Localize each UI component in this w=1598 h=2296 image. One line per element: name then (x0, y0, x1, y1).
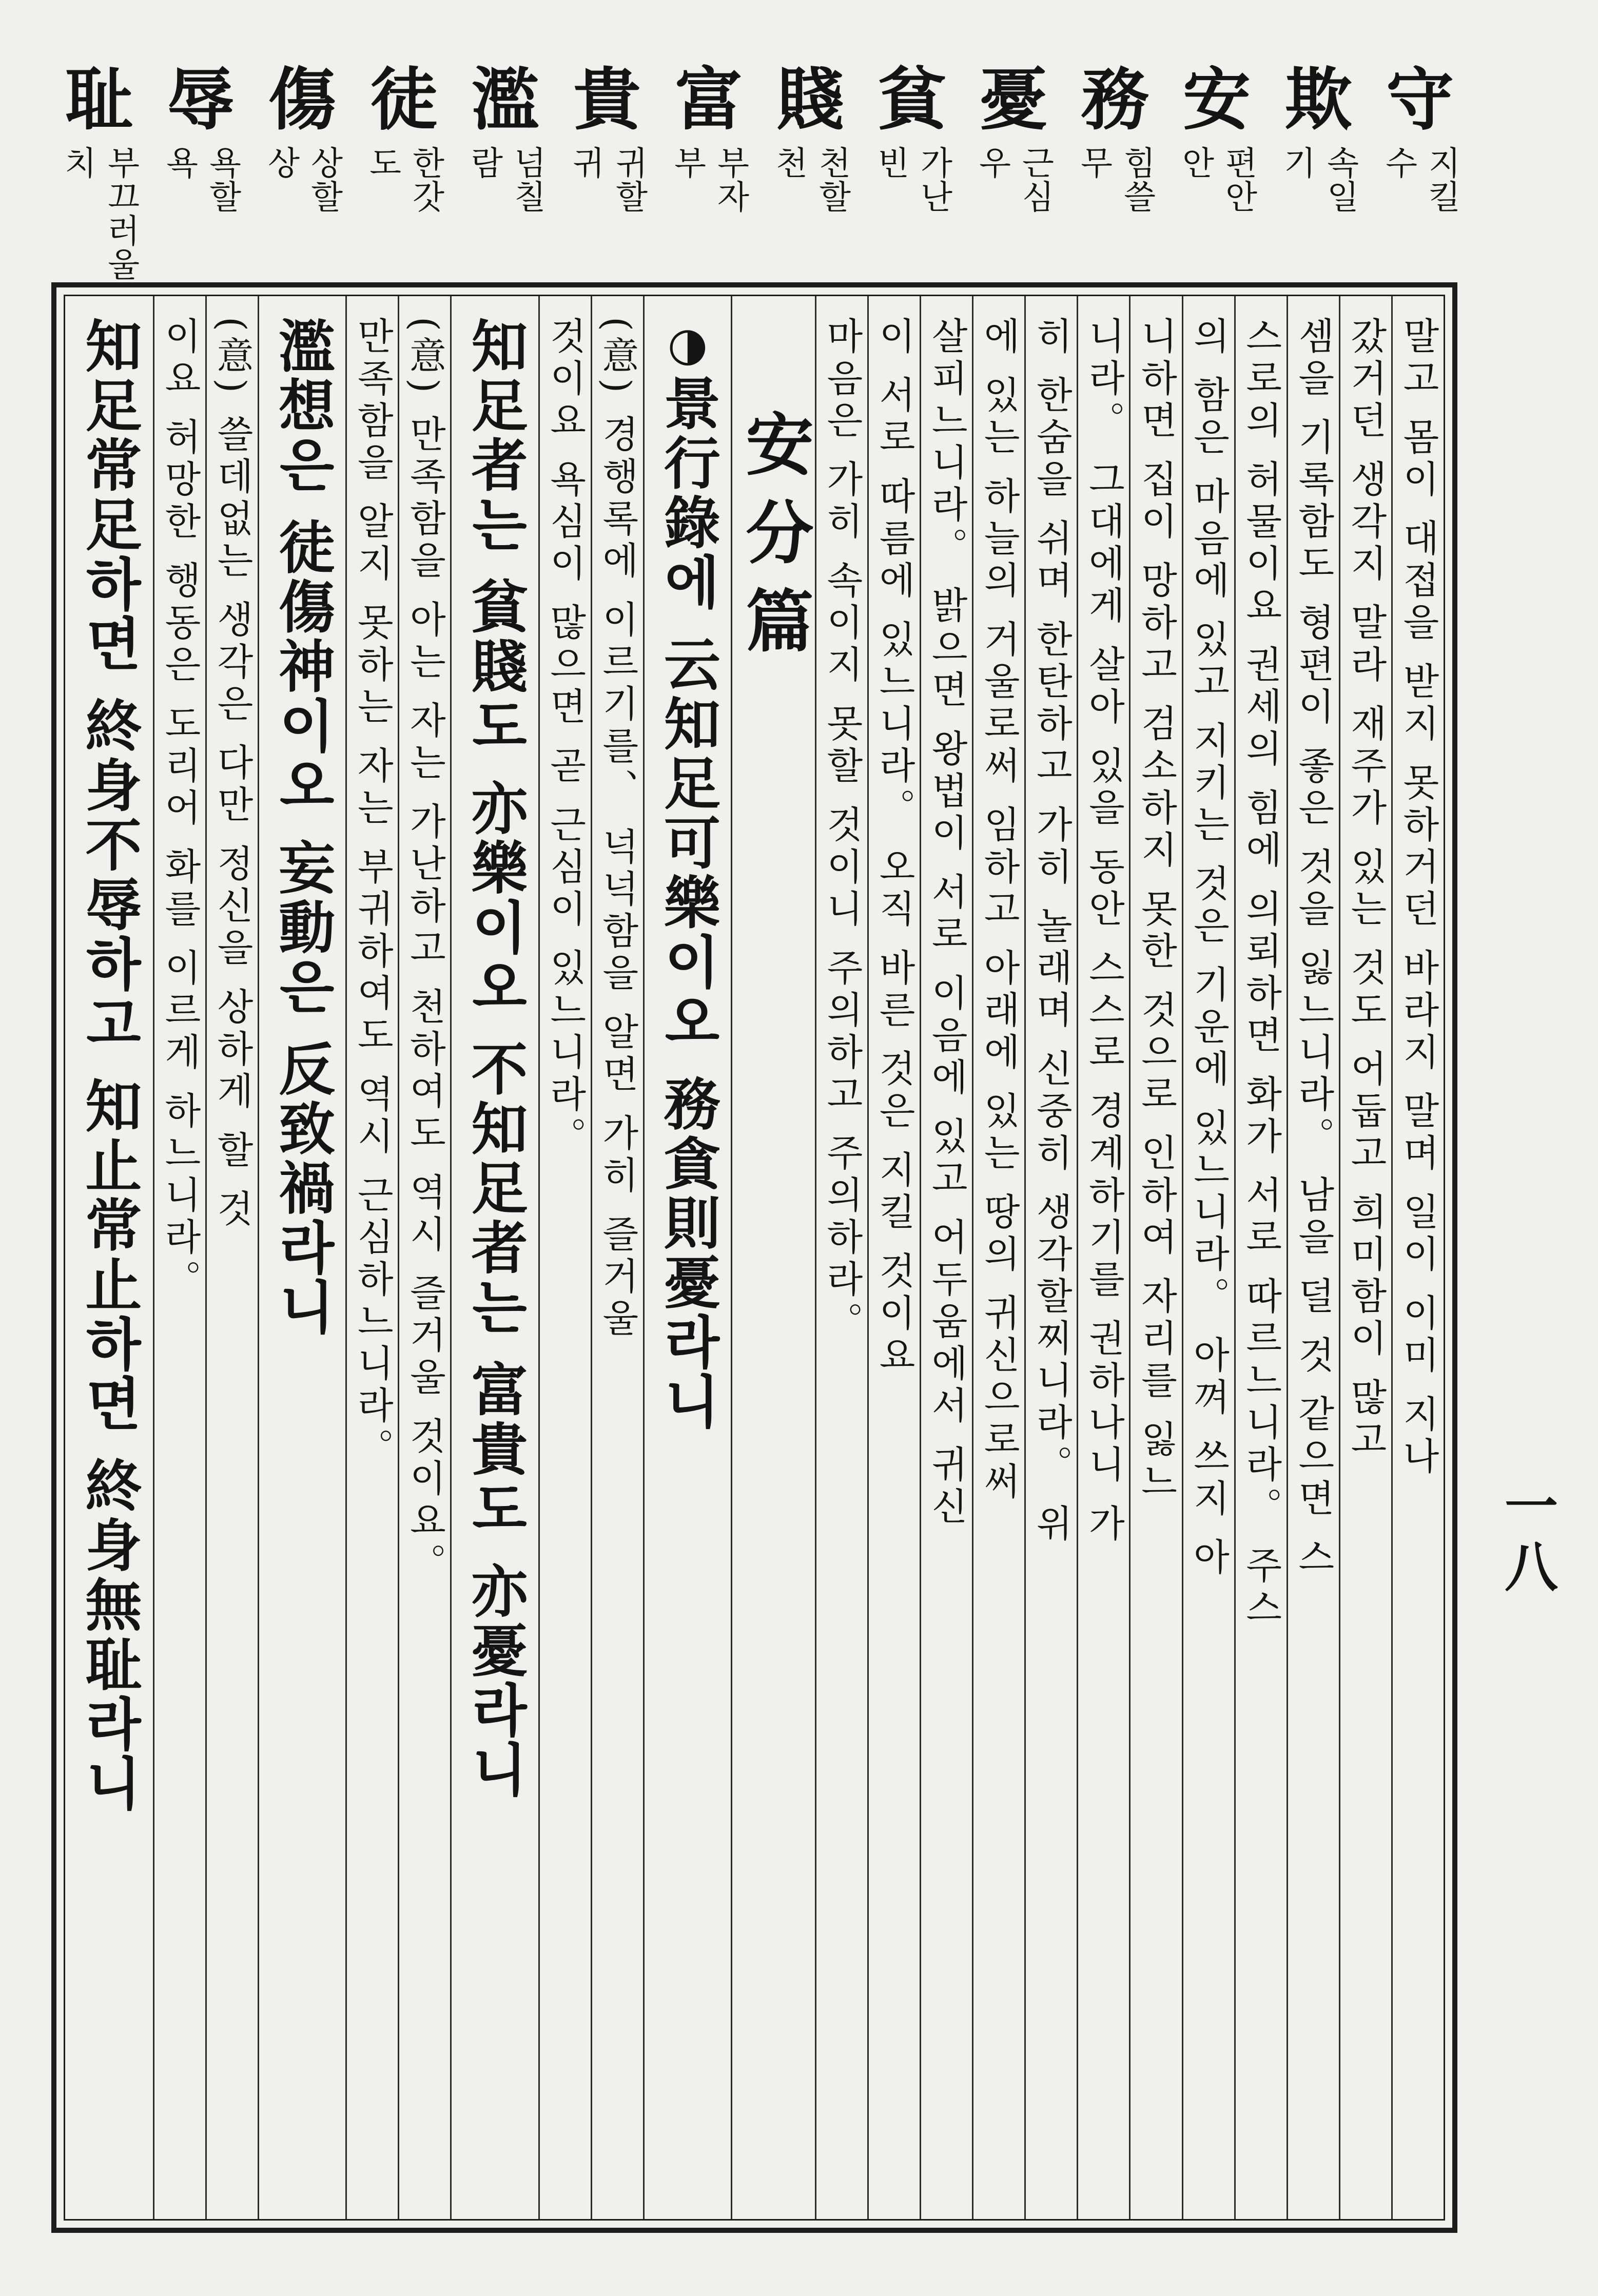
vocab-reading (1177, 146, 1257, 214)
vocab-reading-part: 치 (59, 146, 96, 180)
column-line: 말고 몸이 대접을 받지 못하거던 바라지 말며 일이 이미 지나 (1396, 317, 1440, 1479)
column-text (264, 317, 341, 1338)
vocab-reading (465, 146, 545, 214)
column-line: 이요 허망한 행동은 도리어 화를 이르게 하느니라。 (158, 317, 202, 1302)
column-line: (意) 만족함을 아는 자는 가난하고 천하여도 역시 즐거울 것이요。 (403, 317, 446, 1586)
korean-text-column (1234, 296, 1287, 2219)
vocab-item (51, 60, 147, 281)
hanja-quote-column (643, 296, 731, 2219)
vocab-reading-part: 욕 (160, 146, 198, 180)
column-line: 이 서로 따름에 있느니라。 오직 바른 것은 지킬 것이요 (872, 317, 916, 1378)
korean-text-column (398, 296, 450, 2219)
column-text (151, 317, 208, 1302)
vocab-item (153, 62, 248, 277)
vocab-item (966, 62, 1061, 277)
korean-text-column (1287, 296, 1339, 2219)
vocab-reading-part: 도 (363, 146, 401, 180)
column-text (1233, 317, 1289, 1630)
column-line: 知足者는 貧賤도 亦樂이오 不知足者는 富貴도 亦憂라니 (462, 317, 529, 1800)
vocab-reading-part: 힘쓸 (1118, 146, 1156, 214)
vocab-reading (973, 146, 1054, 214)
text-frame (51, 282, 1457, 2233)
vocab-reading-part: 부끄러울 (102, 146, 140, 281)
vocab-hanja: 辱 (167, 60, 235, 140)
vocab-reading-part: 수 (1379, 146, 1417, 180)
korean-text-column (538, 296, 591, 2219)
column-text (1128, 317, 1184, 1504)
korean-text-column (972, 296, 1024, 2219)
korean-text-column (920, 296, 972, 2219)
vocab-hanja: 欺 (1284, 60, 1352, 140)
vocab-item (864, 62, 960, 277)
column-line: 만족함을 알지 못하는 자는 부귀하여도 역시 근심하느니라。 (350, 317, 394, 1471)
column-line: 安分篇 (734, 409, 814, 674)
vocab-item (1372, 62, 1468, 277)
column-text (344, 317, 401, 1470)
column-line: 니라。 그대에게 살아 있을 동안 스스로 경계하기를 권하나니 가 (1082, 317, 1125, 1547)
hanja-quote-column (258, 296, 345, 2219)
korean-text-column (815, 296, 867, 2219)
vocab-reading-part: 무 (1075, 146, 1113, 180)
column-text (589, 317, 646, 1341)
column-text (70, 317, 147, 1814)
korean-text-column (1391, 296, 1444, 2219)
vocab-item (1271, 62, 1366, 277)
vocab-item (763, 62, 858, 277)
vocab-reading-part: 한갓 (406, 146, 444, 214)
column-line: (意) 쓸데없는 생각은 다만 정신을 상하게 할 것 (210, 317, 254, 1232)
vocab-reading (567, 146, 647, 214)
vocab-reading-part: 상 (262, 146, 300, 180)
column-text (457, 317, 534, 1800)
vocab-reading (364, 146, 444, 214)
vocab-item (1169, 62, 1264, 277)
vocab-item (356, 62, 452, 277)
vocab-reading-part: 천 (770, 146, 808, 180)
column-line: 知足常足하면 終身不辱하고 知止常止하면 終身無耻라니 (76, 317, 143, 1814)
vocab-reading (770, 146, 850, 214)
column-text (204, 317, 260, 1231)
column-line: 景行錄에 云知足可樂이오 務貪則憂라니 (654, 374, 721, 1432)
vocab-reading (1075, 146, 1155, 214)
column-line: 갔거던 생각지 말라 재주가 있는 것도 어둡고 희미함이 많고 (1344, 317, 1388, 1462)
column-container (64, 295, 1445, 2221)
column-text (397, 317, 453, 1585)
column-line: 니하면 집이 망하고 검소하지 못한 것으로 인하여 자리를 잃느 (1134, 317, 1178, 1504)
vocab-hanja: 守 (1386, 60, 1454, 140)
vocab-reading-part: 넘칠 (508, 146, 546, 214)
korean-text-column (1024, 296, 1077, 2219)
korean-text-column (1077, 296, 1129, 2219)
column-line: 에 있는 하늘의 거울로써 임하고 아래에 있는 땅의 귀신으로써 (977, 317, 1021, 1504)
chapter-title-column (731, 296, 815, 2219)
vocab-reading-part: 귀 (567, 146, 605, 180)
column-line: 셈을 기록함도 형편이 좋은 것을 잃느니라。 남을 덜 것 같으면 스 (1292, 317, 1335, 1580)
column-line: 의 함은 마음에 있고 지키는 것은 기운에 있느니라。 아껴 쓰지 아 (1187, 317, 1231, 1580)
column-text (919, 317, 975, 1529)
column-line: (意) 경행록에 이르기를、 넉넉함을 알면 가히 즐거울 (596, 317, 639, 1341)
korean-text-column (153, 296, 205, 2219)
column-text (1337, 317, 1394, 1462)
vocab-reading-part: 람 (465, 146, 503, 180)
vocab-reading (262, 146, 342, 214)
vocab-hanja: 貴 (573, 60, 641, 140)
column-text (813, 317, 870, 1344)
vocab-hanja: 耻 (65, 60, 133, 140)
chapter-title (730, 409, 817, 674)
column-text (1023, 317, 1080, 1546)
korean-text-column (1129, 296, 1181, 2219)
vocab-reading-part: 편안 (1219, 146, 1257, 214)
vocab-hanja: 貧 (878, 60, 946, 140)
vocab-reading (59, 146, 139, 281)
column-text (1076, 317, 1132, 1546)
vocab-reading (1380, 146, 1460, 214)
vocab-reading-part: 가난 (914, 146, 952, 214)
column-line: 스로의 허물이요 권세의 힘에 의뢰하면 화가 서로 따르느니라。 주스 (1239, 317, 1283, 1631)
column-text (537, 317, 593, 1159)
vocab-reading-part: 지킬 (1422, 146, 1460, 214)
column-line: 살피느니라。 밝으면 왕법이 서로 이음에 있고 어두움에서 귀신 (925, 317, 968, 1530)
korean-text-column (1339, 296, 1391, 2219)
vocab-reading-part: 욕할 (203, 146, 241, 214)
column-text (1285, 317, 1341, 1580)
vocab-reading (161, 146, 241, 214)
vocab-reading-part: 근심 (1016, 146, 1054, 214)
column-text (1390, 317, 1446, 1479)
column-line: 히 한숨을 쉬며 한탄하고 가히 놀래며 신중히 생각할찌니라。 위 (1029, 317, 1073, 1547)
korean-text-column (867, 296, 920, 2219)
vocab-reading-part: 상할 (305, 146, 343, 214)
vocab-reading-part: 부자 (711, 146, 749, 214)
vocab-reading-part: 속일 (1321, 146, 1359, 214)
vocab-hanja: 富 (675, 60, 743, 140)
vocab-item (255, 62, 350, 277)
column-text (1180, 317, 1237, 1580)
vocab-reading-part: 우 (973, 146, 1011, 180)
vocab-reading-part: 천할 (813, 146, 851, 214)
vocab-hanja: 徒 (370, 60, 438, 140)
vocab-item (1067, 62, 1163, 277)
vocab-reading (669, 146, 749, 214)
vocabulary-band (51, 60, 1468, 281)
vocab-hanja: 傷 (268, 60, 336, 140)
column-text (866, 317, 923, 1378)
hanja-quote-column (450, 296, 538, 2219)
vocab-reading (872, 146, 952, 214)
vocab-reading-part: 빈 (871, 146, 909, 180)
vocab-hanja: 安 (1183, 60, 1251, 140)
vocab-hanja: 務 (1081, 60, 1149, 140)
vocab-reading-part: 귀할 (610, 146, 648, 214)
vocab-reading-part: 기 (1278, 146, 1316, 180)
korean-text-column (345, 296, 398, 2219)
vocab-hanja: 濫 (472, 60, 539, 140)
page-number: 一八 (1495, 1478, 1558, 1599)
korean-text-column (1182, 296, 1234, 2219)
bullet-icon: ◑ (660, 317, 715, 374)
vocab-item (458, 62, 553, 277)
column-line: 마음은 가히 속이지 못할 것이니 주의하고 주의하라。 (820, 317, 864, 1344)
vocab-reading (1278, 146, 1358, 214)
column-text (971, 317, 1027, 1504)
korean-text-column (205, 296, 258, 2219)
vocab-hanja: 憂 (980, 60, 1047, 140)
vocab-reading-part: 부 (668, 146, 706, 180)
vocab-item (559, 62, 655, 277)
hanja-quote-column (65, 296, 153, 2219)
vocab-reading-part: 안 (1176, 146, 1214, 180)
column-line: 것이요 욕심이 많으면 곧 근심이 있느니라。 (543, 317, 587, 1159)
korean-text-column (591, 296, 643, 2219)
column-text (649, 317, 726, 1432)
column-line: 濫想은 徒傷神이오 妄動은 反致禍라니 (269, 317, 336, 1338)
vocab-hanja: 賤 (776, 60, 844, 140)
vocab-item (661, 62, 756, 277)
